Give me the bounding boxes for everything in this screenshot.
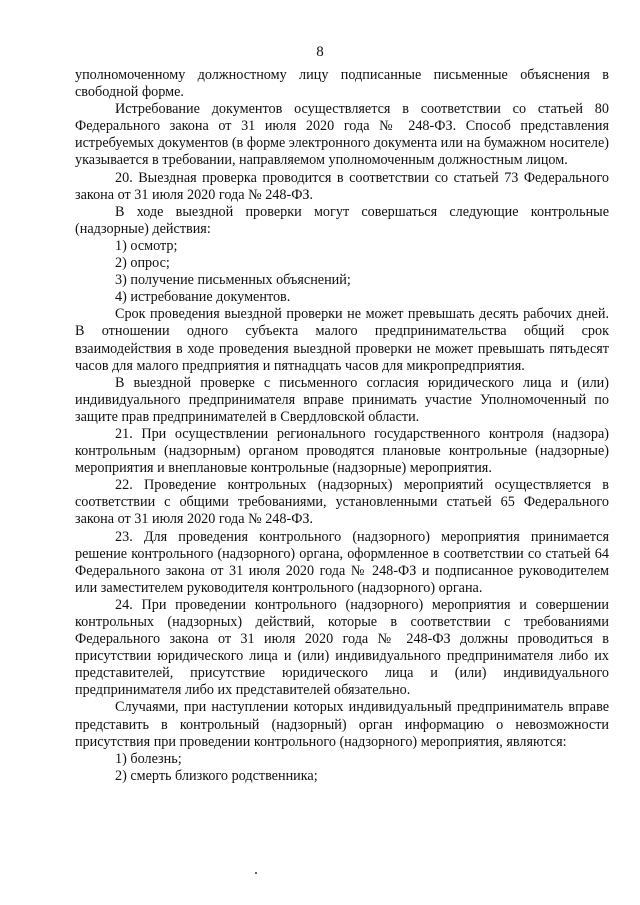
paragraph-ombudsman: В выездной проверке с письменного согласия юридического лица и (или) индивидуального предпринимателя вправе принимать участие Уполномоченный по защите прав предпринимателей в Свердловской области.	[75, 374, 609, 425]
document-body	[75, 67, 609, 785]
list-item-document-request: 4) истребование документов.	[115, 289, 291, 306]
scan-speck	[255, 872, 257, 874]
list-item-death-relative: 2) смерть близкого родственника;	[115, 767, 318, 784]
paragraph-20: 20. Выездная проверка проводится в соответствии со статьей 73 Федерального закона от 31 июля 2020 года № 248-ФЗ.	[75, 169, 609, 203]
list-item-survey: 2) опрос;	[115, 255, 170, 272]
paragraph-23: 23. Для проведения контрольного (надзорного) мероприятия принимается решение контрольного (надзорного) органа, оформленное в соответствии со статьей 64 Федерального закона от 31 июля 2020 года № 248-ФЗ и подписанное руководителем или заместителем руководителя контрольного (надзорного) органа.	[75, 528, 609, 596]
list-item-illness: 1) болезнь;	[115, 750, 182, 767]
paragraph-22: 22. Проведение контрольных (надзорных) мероприятий осуществляется в соответствии с общими требованиями, установленными статьей 65 Федерального закона от 31 июля 2020 года № 248-ФЗ.	[75, 477, 609, 528]
list-item-inspection: 1) осмотр;	[115, 237, 178, 254]
paragraph-document-request: Истребование документов осуществляется в соответствии со статьей 80 Федерального закона от 31 июля 2020 года № 248-ФЗ. Способ представления истребуемых документов (в форме электронного документа или на бумажном носителе) указывается в требовании, направляемом уполномоченным должностным лицом.	[75, 101, 609, 169]
paragraph-21: 21. При осуществлении регионального государственного контроля (надзора) контрольным (надзорным) органом проводятся плановые контрольные (надзорные) мероприятия и внеплановые контрольные (надзорные) мероприятия.	[75, 425, 609, 477]
paragraph-continuation: уполномоченному должностному лицу подписанные письменные объяснения в свободной форме.	[75, 67, 609, 101]
paragraph-inspection-actions: В ходе выездной проверки могут совершаться следующие контрольные (надзорные) действия:	[75, 203, 609, 237]
list-item-explanations: 3) получение письменных объяснений;	[115, 272, 351, 289]
page-number: 8	[316, 44, 324, 60]
paragraph-duration: Срок проведения выездной проверки не может превышать десять рабочих дней. В отношении одного субъекта малого предпринимательства общий срок взаимодействия в ходе проведения выездной проверки не может превышать пятьдесят часов для малого предприятия и пятнадцать часов для микропредприятия.	[75, 306, 609, 374]
paragraph-absence-cases: Случаями, при наступлении которых индивидуальный предприниматель вправе представить в контрольный (надзорный) орган информацию о невозможности присутствия при проведении контрольного (надзорного) мероприятия, являются:	[75, 699, 609, 750]
paragraph-24: 24. При проведении контрольного (надзорного) мероприятия и совершении контрольных (надзорных) действий, которые в соответствии с требованиями Федерального закона от 31 июля 2020 года № 248-ФЗ должны проводиться в присутствии юридического лица и (или) индивидуального предпринимателя либо их представителей, присутствие юридического лица и (или) индивидуального предпринимателя либо их представителей обязательно.	[75, 596, 609, 699]
